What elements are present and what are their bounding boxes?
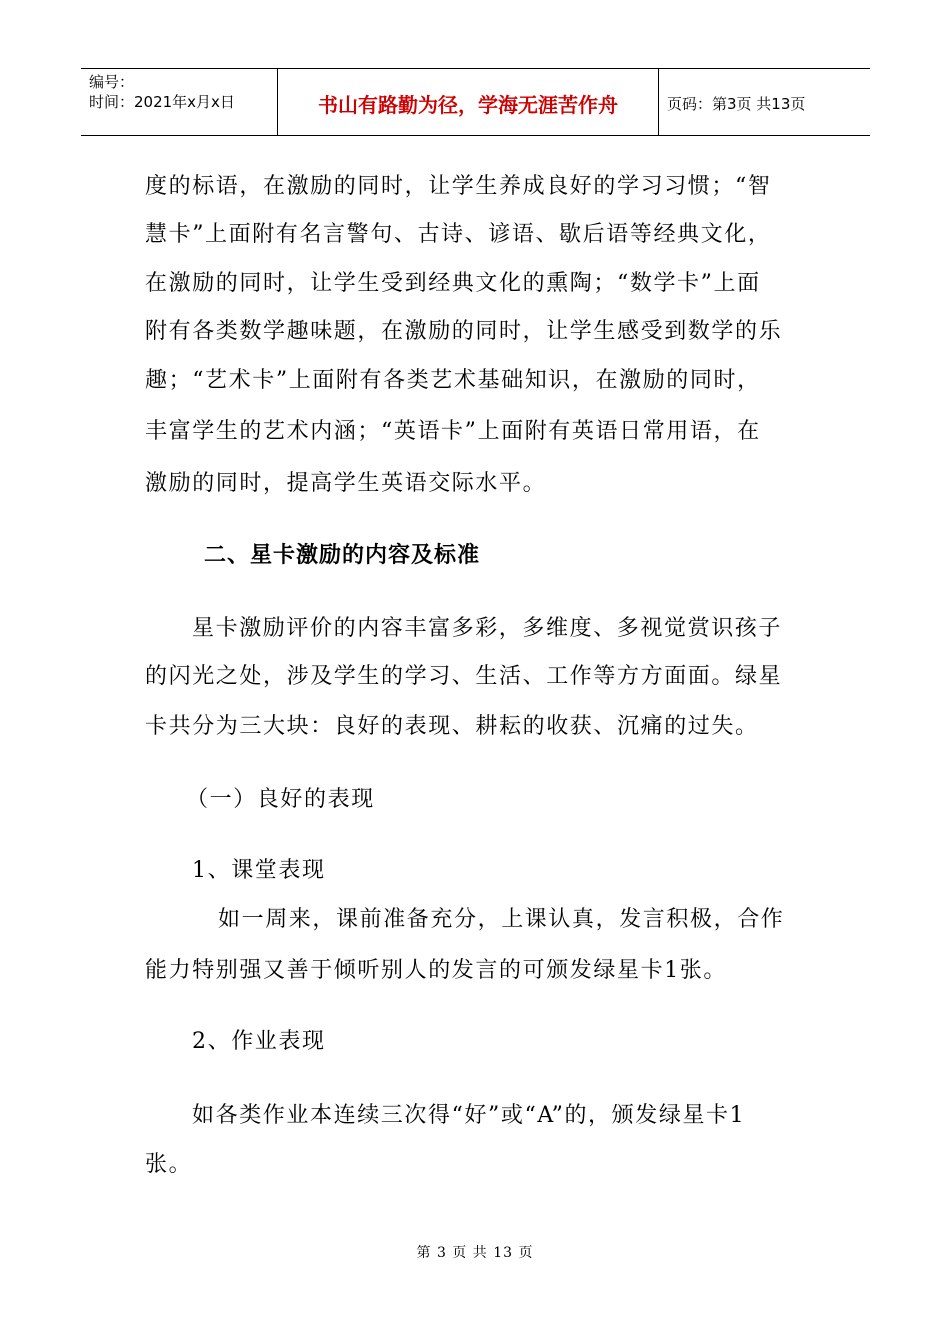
item-1-line: 能力特别强又善于倾听别人的发言的可颁发绿星卡1张。 — [145, 958, 727, 983]
body-line: 度的标语，在激励的同时，让学生养成良好的学习习惯；“智 — [145, 174, 772, 199]
item-1-title: 1、课堂表现 — [192, 858, 326, 883]
section-line: 星卡激励评价的内容丰富多彩，多维度、多视觉赏识孩子 — [192, 616, 783, 641]
header-motto-cell — [278, 69, 659, 135]
item-2-line: 张。 — [145, 1152, 193, 1177]
section-line: 的闪光之处，涉及学生的学习、生活、工作等方方面面。绿星 — [145, 664, 783, 689]
header-page-code: 页码：第3页 共13页 — [667, 95, 806, 113]
body-line: 在激励的同时，让学生受到经典文化的熏陶；“数学卡”上面 — [145, 271, 761, 296]
header-motto: 书山有路勤为径，学海无涯苦作舟 — [318, 93, 618, 117]
item-2-title: 2、作业表现 — [192, 1029, 326, 1054]
item-2-line: 如各类作业本连续三次得“好”或“A”的，颁发绿星卡1 — [192, 1103, 746, 1128]
header-page-cell — [659, 69, 870, 135]
subheading-good-performance: （一）良好的表现 — [186, 787, 375, 812]
page-footer: 第 3 页 共 13 页 — [416, 1245, 534, 1261]
body-line: 激励的同时，提高学生英语交际水平。 — [145, 471, 547, 496]
section-line: 卡共分为三大块：良好的表现、耕耘的收获、沉痛的过失。 — [145, 714, 759, 739]
section-heading: 二、星卡激励的内容及标准 — [204, 543, 481, 568]
doc-code-label: 编号： — [89, 73, 135, 91]
page-header — [81, 68, 870, 136]
item-1-line: 如一周来，课前准备充分，上课认真，发言积极，合作 — [218, 907, 785, 932]
doc-date-label: 时间：2021年x月x日 — [89, 93, 235, 111]
body-line: 丰富学生的艺术内涵；“英语卡”上面附有英语日常用语，在 — [145, 419, 761, 444]
body-line: 附有各类数学趣味题，在激励的同时，让学生感受到数学的乐 — [145, 319, 783, 344]
body-line: 趣；“艺术卡”上面附有各类艺术基础知识，在激励的同时， — [145, 368, 761, 393]
header-info-cell — [81, 69, 278, 135]
body-line: 慧卡”上面附有名言警句、古诗、谚语、歇后语等经典文化， — [145, 222, 772, 247]
